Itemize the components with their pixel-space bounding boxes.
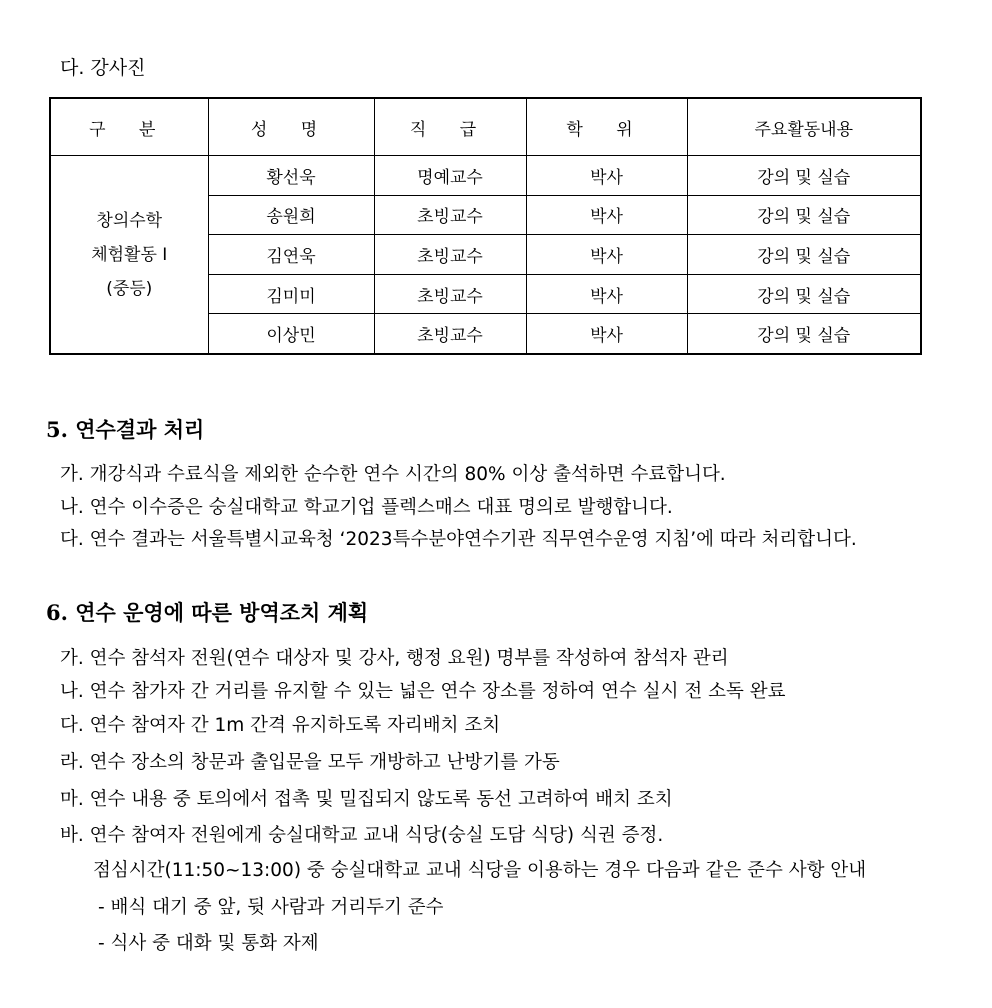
instructor-position: 초빙교수 <box>374 274 526 314</box>
instructor-name: 이상민 <box>208 314 374 354</box>
table-header-row <box>50 98 921 156</box>
instructor-degree: 박사 <box>526 156 687 196</box>
instructor-name: 송원희 <box>208 195 374 235</box>
header-degree: 학 위 <box>526 98 687 156</box>
instructor-name: 김연욱 <box>208 235 374 275</box>
course-line: 창의수학 <box>96 210 163 231</box>
course-cell <box>50 156 208 355</box>
section5-item: 나. 연수 이수증은 숭실대학교 학교기업 플렉스매스 대표 명의로 발행합니다. <box>60 497 673 518</box>
instructor-degree: 박사 <box>526 235 687 275</box>
instructor-position: 명예교수 <box>374 156 526 196</box>
instructor-name: 김미미 <box>208 274 374 314</box>
section6-item: 다. 연수 참여자 간 1m 간격 유지하도록 자리배치 조치 <box>60 715 501 736</box>
section6-item: 바. 연수 참여자 전원에게 숭실대학교 교내 식당(숭실 도담 식당) 식권 증정. <box>60 825 664 846</box>
header-position: 직 급 <box>374 98 526 156</box>
instructor-degree: 박사 <box>526 195 687 235</box>
instructor-name: 황선욱 <box>208 156 374 196</box>
section6-item: 마. 연수 내용 중 토의에서 접촉 및 밀집되지 않도록 동선 고려하여 배치 조치 <box>60 789 673 810</box>
section5-item: 가. 개강식과 수료식을 제외한 순수한 연수 시간의 80% 이상 출석하면 수료합니다. <box>60 464 726 485</box>
course-line: 체험활동 Ⅰ <box>91 244 168 265</box>
instructor-degree: 박사 <box>526 274 687 314</box>
instructor-activity: 강의 및 실습 <box>687 235 921 275</box>
instructor-activity: 강의 및 실습 <box>687 156 921 196</box>
instructor-position: 초빙교수 <box>374 235 526 275</box>
section5-title: 5. 연수결과 처리 <box>46 417 205 442</box>
section6-item: 라. 연수 장소의 창문과 출입문을 모두 개방하고 난방기를 가동 <box>60 752 560 773</box>
section6-item: 가. 연수 참석자 전원(연수 대상자 및 강사, 행정 요원) 명부를 작성하여 참석자 관리 <box>60 648 729 669</box>
course-line: (중등) <box>106 278 153 299</box>
section6-bullet: - 배식 대기 중 앞, 뒷 사람과 거리두기 준수 <box>98 897 444 918</box>
instructor-position: 초빙교수 <box>374 314 526 354</box>
section6-bullet: - 식사 중 대화 및 통화 자제 <box>98 933 319 954</box>
section6-title: 6. 연수 운영에 따른 방역조치 계획 <box>46 600 369 625</box>
instructor-activity: 강의 및 실습 <box>687 314 921 354</box>
header-name: 성 명 <box>208 98 374 156</box>
instructor-activity: 강의 및 실습 <box>687 274 921 314</box>
instructor-activity: 강의 및 실습 <box>687 195 921 235</box>
header-activity: 주요활동내용 <box>687 98 921 156</box>
section6-item: 나. 연수 참가자 간 거리를 유지할 수 있는 넓은 연수 장소를 정하여 연수 실시 전 소독 완료 <box>60 681 786 702</box>
header-category: 구 분 <box>50 98 208 156</box>
instructor-degree: 박사 <box>526 314 687 354</box>
instructors-subtitle: 다. 강사진 <box>60 57 146 79</box>
section6-note: 점심시간(11:50~13:00) 중 숭실대학교 교내 식당을 이용하는 경우 다음과 같은 준수 사항 안내 <box>93 860 867 881</box>
table-row <box>50 156 921 196</box>
instructor-position: 초빙교수 <box>374 195 526 235</box>
section5-item: 다. 연수 결과는 서울특별시교육청 ‘2023특수분야연수기관 직무연수운영 지침’에 따라 처리합니다. <box>60 529 857 550</box>
instructor-table <box>49 97 922 355</box>
